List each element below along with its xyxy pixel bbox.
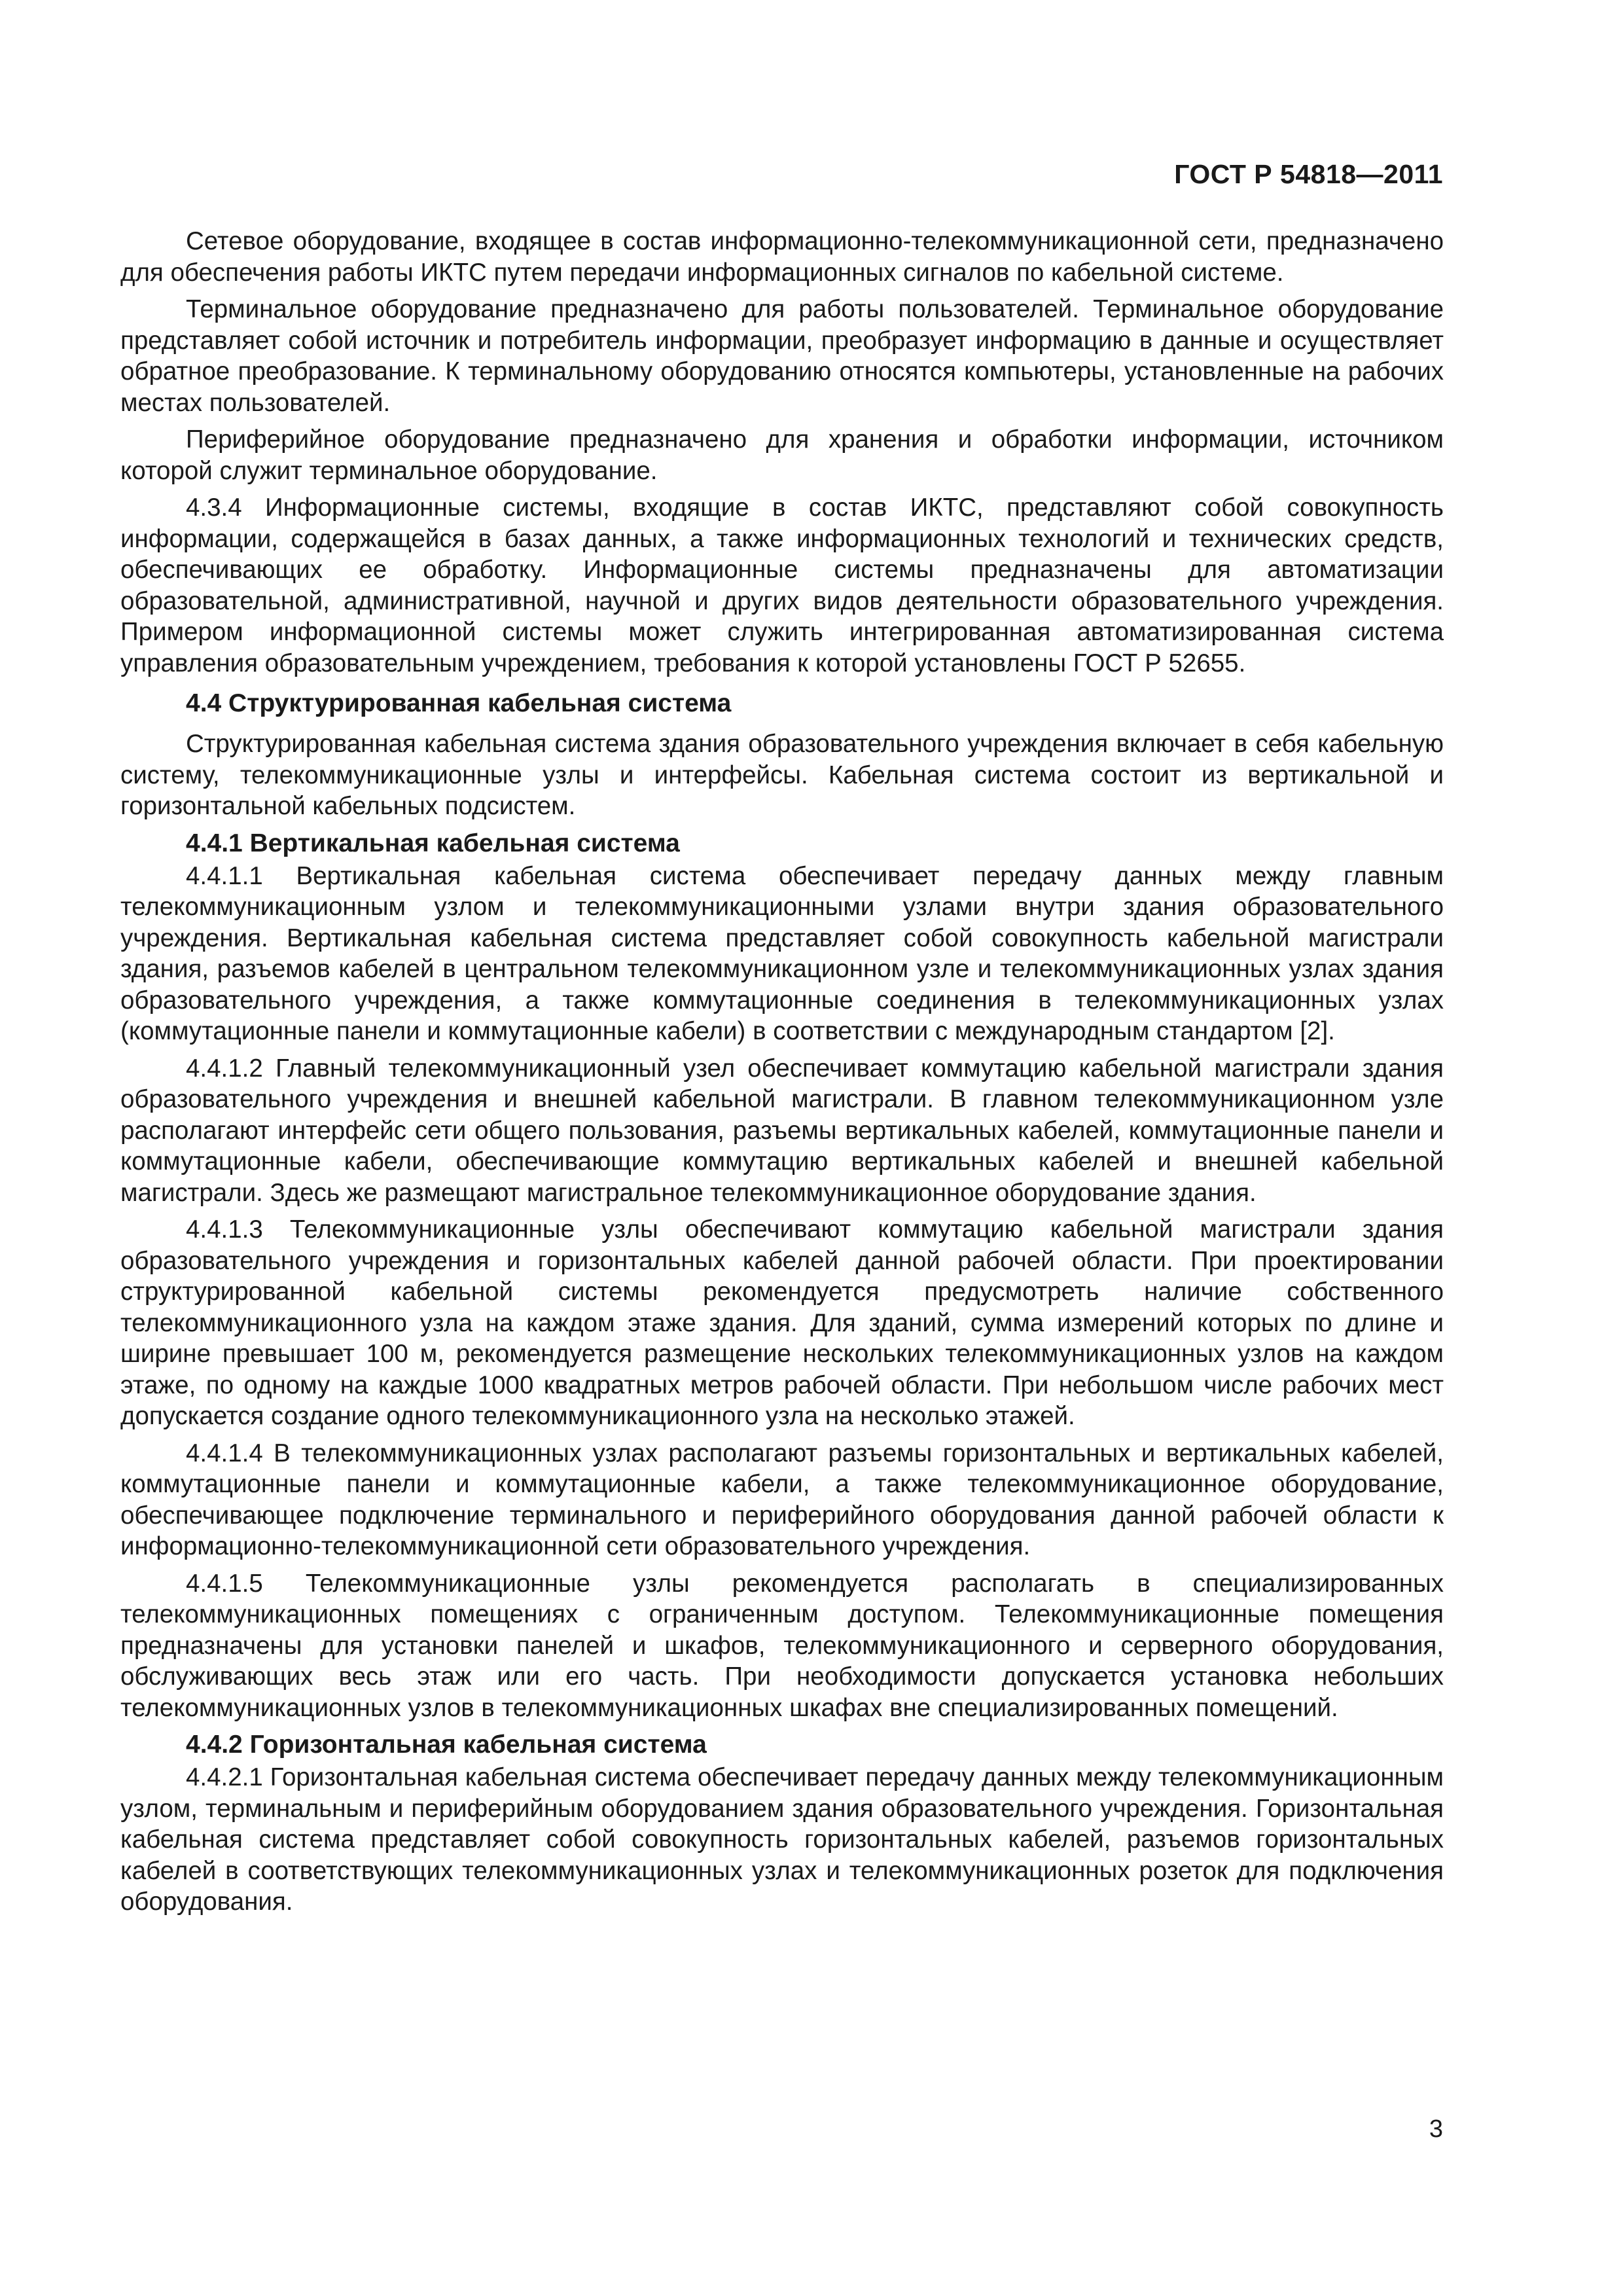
paragraph-peripheral-equipment: Периферийное оборудование предназначено для хранения и обработки информации, источником которой служит терминальное оборудование. — [120, 425, 1444, 485]
paragraph-network-equipment: Сетевое оборудование, входящее в состав информационно-телекоммуникационной сети, предназначено для обеспечения работы ИКТС путем передачи информационных сигналов по кабельной системе. — [120, 227, 1444, 287]
paragraph-4-4-1-4: 4.4.1.4 В телекоммуникационных узлах располагают разъемы горизонтальных и вертикальных кабелей, коммутационные панели и коммутационные кабели, а также телекоммуникационное оборудование, обеспечивающее подключение терминального и периферийного оборудования данной рабочей области к информационно-телекоммуникационной сети образовательного учреждения. — [120, 1439, 1444, 1560]
paragraph-4-4-1-2: 4.4.1.2 Главный телекоммуникационный узел обеспечивает коммутацию кабельной магистрали здания образовательного учреждения и внешней кабельной магистрали. В главном телекоммуникационном узле располагают интерфейс сети общего пользования, разъемы вертикальных кабелей, коммутационные панели и коммутационные кабели, обеспечивающие коммутацию вертикальных кабелей и внешней кабельной магистрали. Здесь же размещают магистральное телекоммуникационное оборудование здания. — [120, 1054, 1444, 1207]
page-number: 3 — [1429, 2115, 1443, 2143]
section-heading-4-4-2: 4.4.2 Горизонтальная кабельная система — [186, 1731, 707, 1759]
section-heading-4-4-1: 4.4.1 Вертикальная кабельная система — [186, 829, 680, 857]
paragraph-4-4-1-1: 4.4.1.1 Вертикальная кабельная система обеспечивает передачу данных между главным телекоммуникационным узлом и телекоммуникационными узлами внутри здания образовательного учреждения. Вертикальная кабельная система представляет собой совокупность кабельной магистрали здания, разъемов кабелей в центральном телекоммуникационном узле и телекоммуникационных узлах здания образовательного учреждения, а также коммутационные соединения в телекоммуникационных узлах (коммутационные панели и коммутационные кабели) в соответствии с международным стандартом [2]. — [120, 861, 1444, 1045]
page-content — [120, 226, 1444, 1924]
paragraph-4-4-1-3: 4.4.1.3 Телекоммуникационные узлы обеспечивают коммутацию кабельной магистрали здания образовательного учреждения и горизонтальных кабелей данной рабочей области. При проектировании структурированной кабельной системы рекомендуется предусмотреть наличие собственного телекоммуникационного узла на каждом этаже здания. Для зданий, сумма измерений которых по длине и ширине превышает 100 м, рекомендуется размещение нескольких телекоммуникационных узлов на каждом этаже, по одному на каждые 1000 квадратных метров рабочей области. При небольшом числе рабочих мест допускается создание одного телекоммуникационного узла на несколько этажей. — [120, 1215, 1444, 1430]
paragraph-4-4-2-1: 4.4.2.1 Горизонтальная кабельная система обеспечивает передачу данных между телекоммуникационным узлом, терминальным и периферийным оборудованием здания образовательного учреждения. Горизонтальная кабельная система представляет собой совокупность горизонтальных кабелей, разъемов горизонтальных кабелей в соответствующих телекоммуникационных узлах и телекоммуникационных розеток для подключения оборудования. — [120, 1763, 1444, 1916]
paragraph-4-4-1-5: 4.4.1.5 Телекоммуникационные узлы рекомендуется располагать в специализированных телекоммуникационных помещениях с ограниченным доступом. Телекоммуникационные помещения предназначены для установки панелей и шкафов, телекоммуникационного и серверного оборудования, обслуживающих весь этаж или его часть. При необходимости допускается установка небольших телекоммуникационных узлов в телекоммуникационных шкафах вне специализированных помещений. — [120, 1569, 1444, 1722]
paragraph-4-3-4: 4.3.4 Информационные системы, входящие в состав ИКТС, представляют собой совокупность информации, содержащейся в базах данных, а также информационных технологий и технических средств, обеспечивающих ее обработку. Информационные системы предназначены для автоматизации образовательной, административной, научной и других видов деятельности образовательного учреждения. Примером информационной системы может служить интегрированная автоматизированная система управления образовательным учреждением, требования к которой установлены ГОСТ Р 52655. — [120, 493, 1444, 677]
paragraph-terminal-equipment: Терминальное оборудование предназначено для работы пользователей. Терминальное оборудование представляет собой источник и потребитель информации, преобразует информацию в данные и осуществляет обратное преобразование. К терминальному оборудованию относятся компьютеры, установленные на рабочих местах пользователей. — [120, 295, 1444, 417]
paragraph-4-4-intro: Структурированная кабельная система здания образовательного учреждения включает в себя кабельную систему, телекоммуникационные узлы и интерфейсы. Кабельная система состоит из вертикальной и горизонтальной кабельных подсистем. — [120, 730, 1444, 820]
standard-header: ГОСТ Р 54818—2011 — [1174, 159, 1443, 189]
section-heading-4-4: 4.4 Структурированная кабельная система — [186, 689, 732, 717]
